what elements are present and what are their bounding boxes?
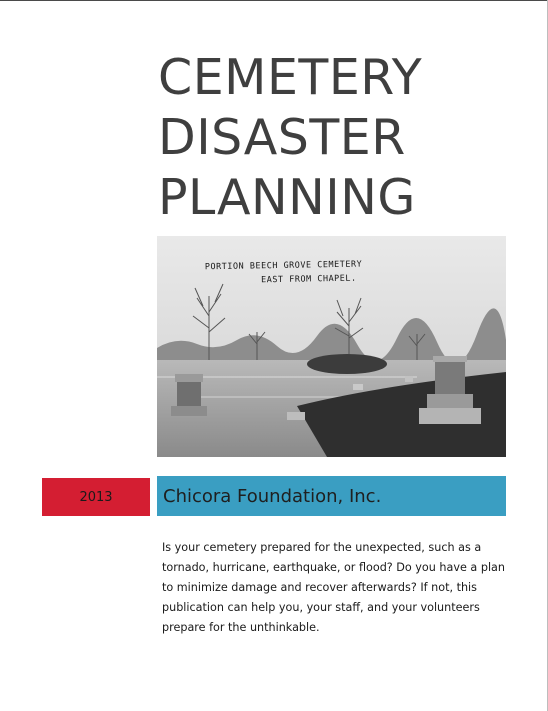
cover-description: Is your cemetery prepared for the unexpected, such as a tornado, hurricane, earthquake, or flood? Do you have a plan to minimize damage and recover afterwards? If not, this publication can help you, your staff, and your volunteers prepare for the unthinkable. [162, 541, 505, 634]
photo-caption [205, 256, 465, 289]
publisher-name: Chicora Foundation, Inc. [163, 485, 382, 507]
publication-year: 2013 [79, 489, 113, 505]
photo-caption-line-2: EAST FROM CHAPEL. [261, 273, 357, 286]
title-line-2: DISASTER [158, 109, 406, 166]
page-border-top [0, 0, 548, 1]
flooded-cemetery-photo [157, 236, 506, 457]
title-line-1: CEMETERY [158, 49, 423, 106]
publisher-bar [157, 476, 506, 516]
publication-year-box [42, 478, 150, 516]
photo-caption-line-1: PORTION BEECH GROVE CEMETERY [204, 259, 363, 273]
title-line-3: PLANNING [158, 169, 416, 226]
document-title [158, 48, 518, 228]
